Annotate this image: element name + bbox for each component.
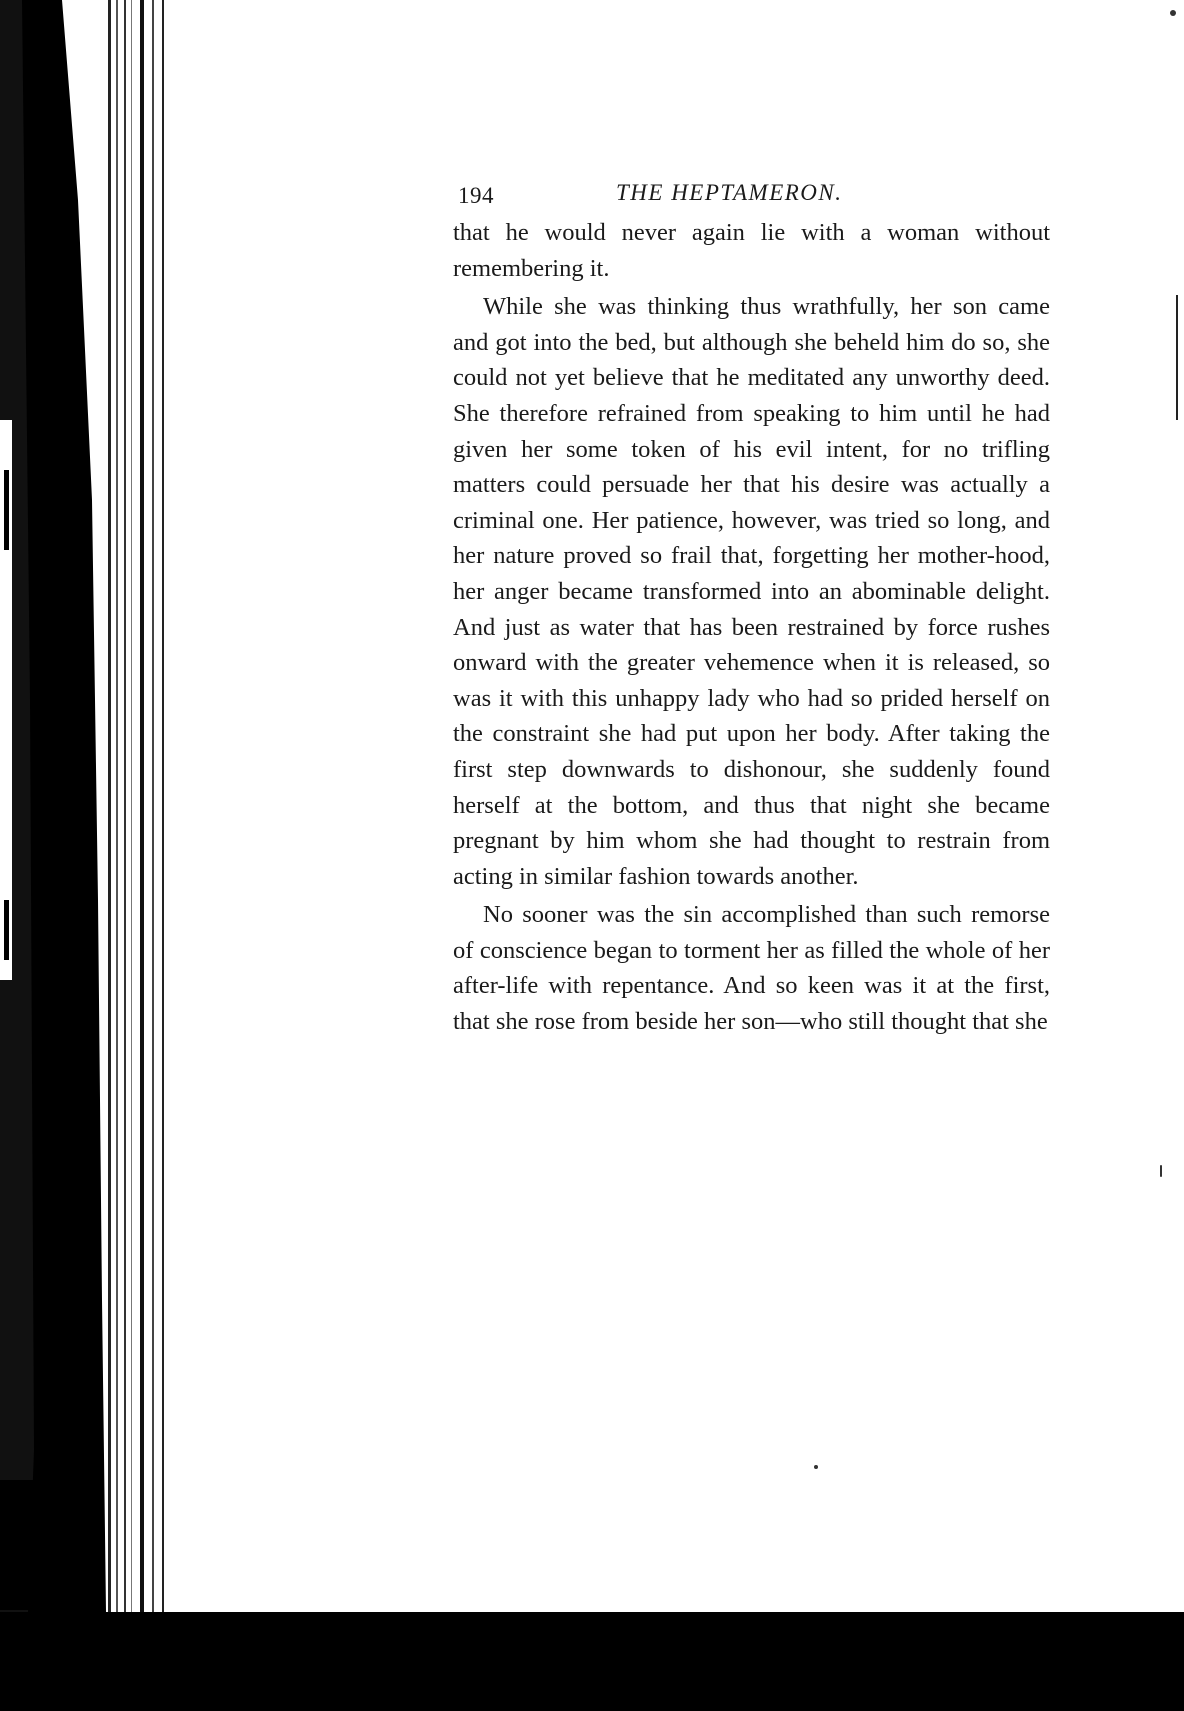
page-number: 194 <box>458 183 494 208</box>
running-head <box>453 175 1050 215</box>
scan-bottom-band <box>0 1612 1184 1711</box>
scan-speck <box>814 1465 818 1469</box>
book-spine-edge <box>0 0 185 1711</box>
scan-edge-mark <box>1176 295 1178 420</box>
paragraph: While she was thinking thus wrathfully, her son came and got into the bed, but although she beheld him do so, she could not yet believe that he meditated any unworthy deed. She therefore refrained from speaking to him until he had given her some token of his evil intent, for no trifling matters could persuade her that his desire was actually a criminal one. Her patience, however, was tried so long, and her nature proved so frail that, forgetting her mother-hood, her anger became transformed into an abominable delight. And just as water that has been restrained by force rushes onward with the greater vehemence when it is released, so was it with this unhappy lady who had so prided herself on the constraint she had put upon her body. After taking the first step downwards to dishonour, she suddenly found herself at the bottom, and thus that night she became pregnant by him whom she had thought to restrain from acting in similar fashion towards another. <box>453 293 1050 890</box>
body-text <box>453 215 1050 1040</box>
scan-speck <box>1170 10 1176 16</box>
scan-speck <box>1160 1165 1162 1177</box>
paragraph: No sooner was the sin accomplished than such remorse of conscience began to torment her as filled the whole of her after-life with repentance. And so keen was it at the first, that she rose from beside her son—who still thought that she <box>453 901 1050 1036</box>
running-title: THE HEPTAMERON. <box>616 180 843 205</box>
book-page <box>453 175 1050 1040</box>
paragraph: that he would never again lie with a woman without remembering it. <box>453 219 1050 282</box>
